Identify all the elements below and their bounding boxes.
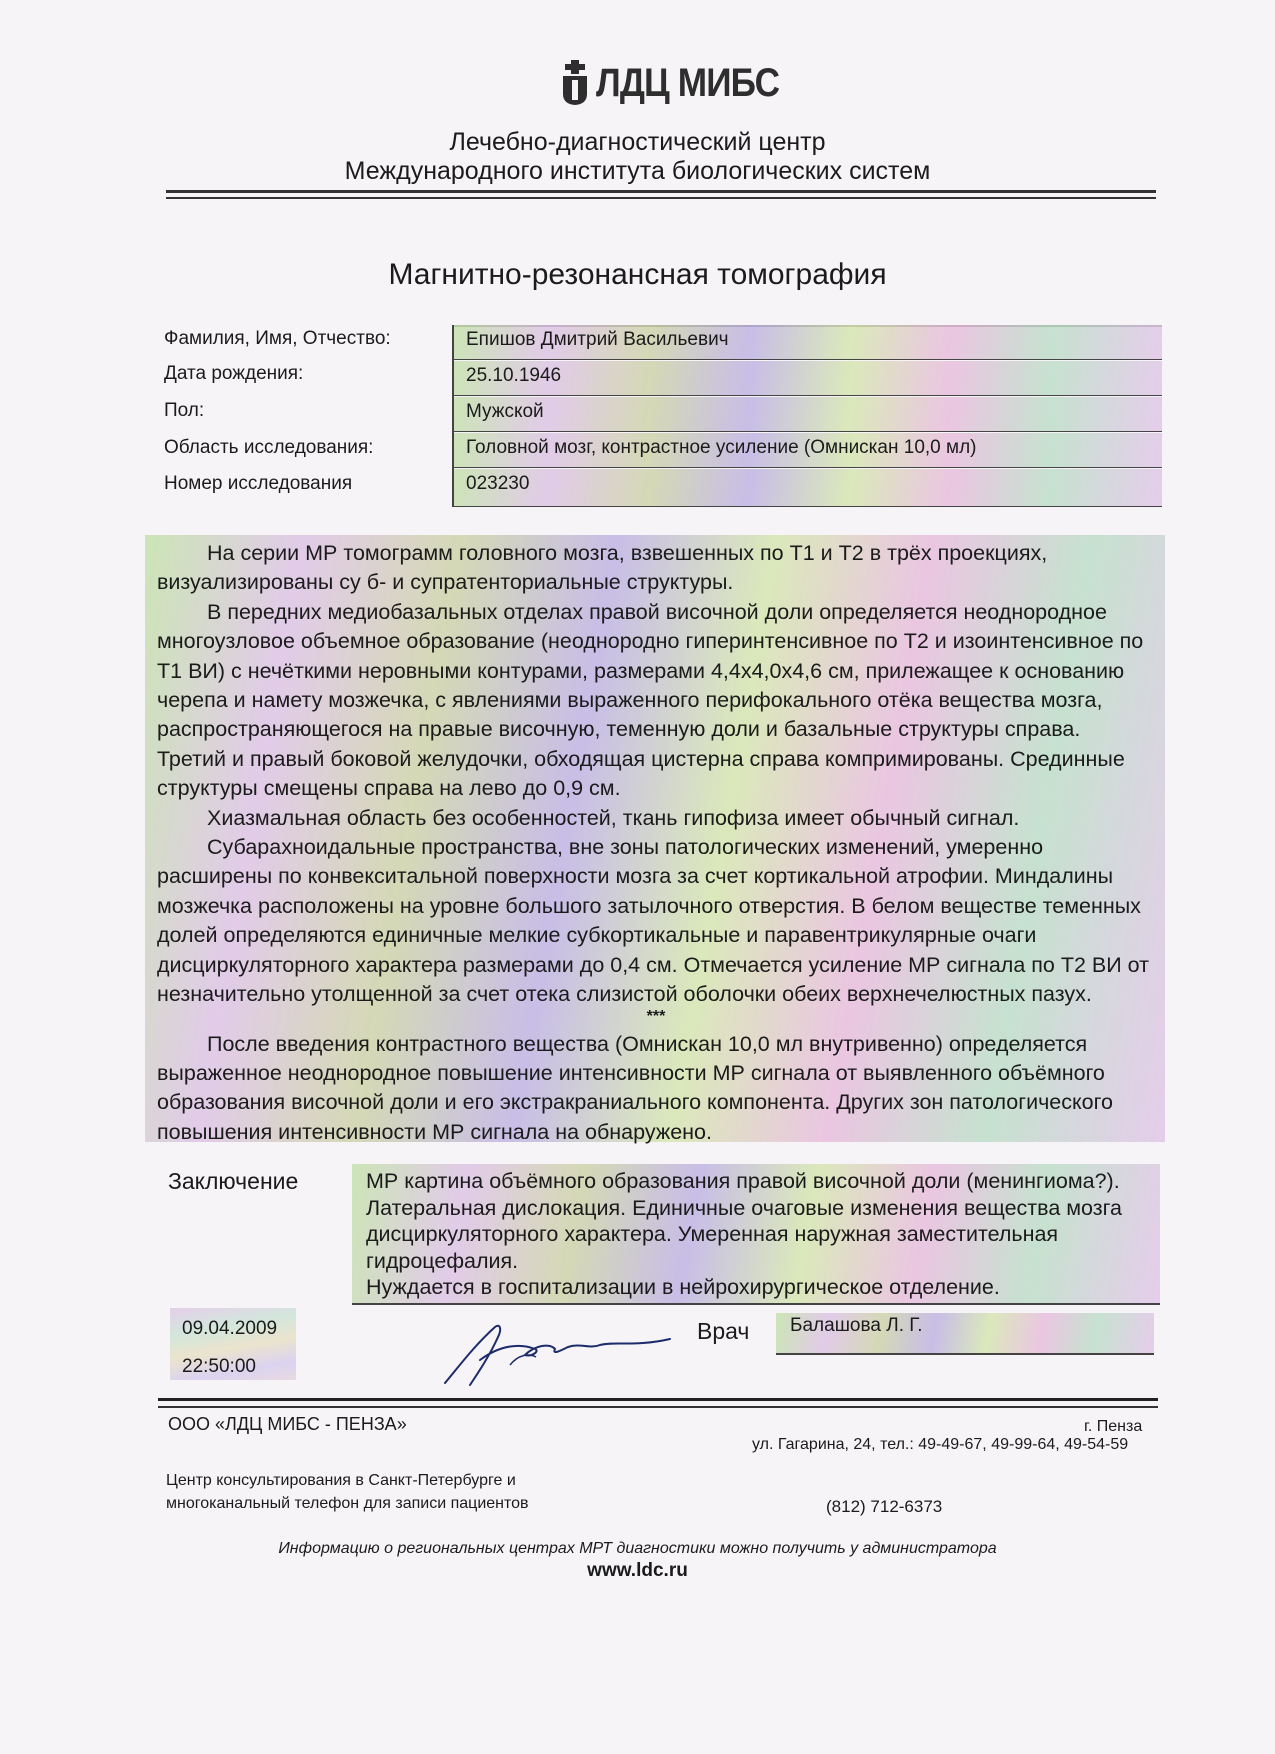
footer-city: г. Пенза bbox=[1084, 1418, 1143, 1435]
footer-info: Информацию о региональных центрах МРТ диагностики можно получить у администратора bbox=[278, 1540, 997, 1557]
institution-line-1: Лечебно-диагностический центр bbox=[449, 128, 826, 156]
report-time: 22:50:00 bbox=[182, 1356, 256, 1377]
date-time-box bbox=[170, 1308, 296, 1380]
doctor-underline bbox=[776, 1353, 1154, 1355]
report-paragraph: Хиазмальная область без особенностей, ткань гипофиза имеет обычный сигнал. bbox=[207, 805, 1020, 830]
doctor-name: Балашова Л. Г. bbox=[776, 1313, 1154, 1353]
footer-rule bbox=[158, 1398, 1158, 1401]
separator: *** bbox=[646, 1007, 666, 1025]
header-rule-thin bbox=[166, 197, 1156, 199]
report-paragraph: Субарахноидальные пространства, вне зоны патологических изменений, умеренно расширены по конвекситальной поверхности мозга за счет кортикальной атрофии. Миндалины мозжечка расположены на уровне большого затылочного отверстия. В белом веществе теменных долей определяются единичные мелкие субкортикальные и паравентрикулярные очаги дисциркуляторного характера размерами до 0,4 см. Отмечается усиление МР сигнала по Т2 ВИ от незначительно утолщенной за счет отека слизистой оболочки обеих верхнечелюстных пазух. bbox=[157, 835, 1150, 1007]
contrast-paragraph: После введения контрастного вещества (Омнискан 10,0 мл внутривенно) определяется выраженное неоднородное повышение интенсивности МР сигнала от выявленного объёмного образования височной доли и его экстракраниального компонента. Других зон патологического повышения интенсивности МР сигнала на обнаружено. bbox=[157, 1031, 1113, 1144]
footer-rule-thin bbox=[158, 1406, 1158, 1408]
page-title: Магнитно-резонансная томография bbox=[388, 258, 887, 291]
company-name: ООО «ЛДЦ МИБС - ПЕНЗА» bbox=[168, 1414, 407, 1434]
signature bbox=[440, 1305, 680, 1395]
logo-text: ЛДЦ МИБС bbox=[596, 60, 780, 105]
field-label-name: Фамилия, Имя, Отчество: bbox=[164, 328, 391, 349]
field-value-area: Головной мозг, контрастное усиление (Омнискан 10,0 мл) bbox=[452, 433, 1162, 468]
consult-line-2: многоканальный телефон для записи пациентов bbox=[166, 1495, 529, 1512]
conclusion-recommendation: Нуждается в госпитализации в нейрохирургическое отделение. bbox=[366, 1275, 1000, 1299]
consult-line-1: Центр консультирования в Санкт-Петербурге и bbox=[166, 1472, 516, 1489]
field-value-study-number: 023230 bbox=[452, 469, 1162, 507]
cross-person-icon bbox=[560, 60, 590, 106]
header-rule bbox=[166, 190, 1156, 193]
field-value-name: Епишов Дмитрий Васильевич bbox=[452, 325, 1162, 360]
footer-phone: (812) 712-6373 bbox=[826, 1497, 943, 1516]
conclusion-box bbox=[352, 1164, 1160, 1304]
field-label-area: Область исследования: bbox=[164, 437, 374, 458]
report-paragraph: На серии МР томограмм головного мозга, взвешенных по Т1 и Т2 в трёх проекциях, визуализированы су б- и супратенториальные структуры. bbox=[157, 541, 1048, 595]
logo bbox=[560, 60, 804, 106]
footer-website[interactable]: www.ldc.ru bbox=[587, 1560, 688, 1581]
field-value-birthdate: 25.10.1946 bbox=[452, 361, 1162, 396]
report-body bbox=[145, 535, 1165, 1142]
report-date: 09.04.2009 bbox=[182, 1318, 278, 1339]
report-paragraph: В передних медиобазальных отделах правой височной доли определяется неоднородное многоузловое объемное образование (неоднородно гиперинтенсивное по Т2 и изоинтенсивное по Т1 ВИ) с нечёткими неровными контурами, размерами 4,4х4,0х4,6 см, прилежащее к основанию черепа и намету мозжечка, с явлениями выраженного перифокального отёка вещества мозга, распространяющегося на правые височную, теменную доли и базальные структуры справа. Третий и правый боковой желудочки, обходящая цистерна справа компримированы. Срединные структуры смещены справа на лево до 0,9 см. bbox=[157, 599, 1144, 801]
field-frame-left bbox=[452, 325, 454, 507]
field-label-birthdate: Дата рождения: bbox=[164, 363, 304, 384]
field-label-sex: Пол: bbox=[164, 400, 205, 421]
conclusion-label: Заключение bbox=[168, 1168, 299, 1194]
institution-line-2: Международного института биологических систем bbox=[344, 157, 931, 185]
field-value-sex: Мужской bbox=[452, 397, 1162, 432]
doctor-label: Врач bbox=[697, 1318, 750, 1344]
footer-address: ул. Гагарина, 24, тел.: 49-49-67, 49-99-64, 49-54-59 bbox=[752, 1436, 1129, 1453]
conclusion-text: МР картина объёмного образования правой височной доли (менингиома?). Латеральная дислокация. Единичные очаговые изменения вещества мозга дисциркуляторного характера. Умеренная наружная заместительная гидроцефалия. bbox=[366, 1169, 1122, 1273]
field-label-study-number: Номер исследования bbox=[164, 473, 353, 494]
